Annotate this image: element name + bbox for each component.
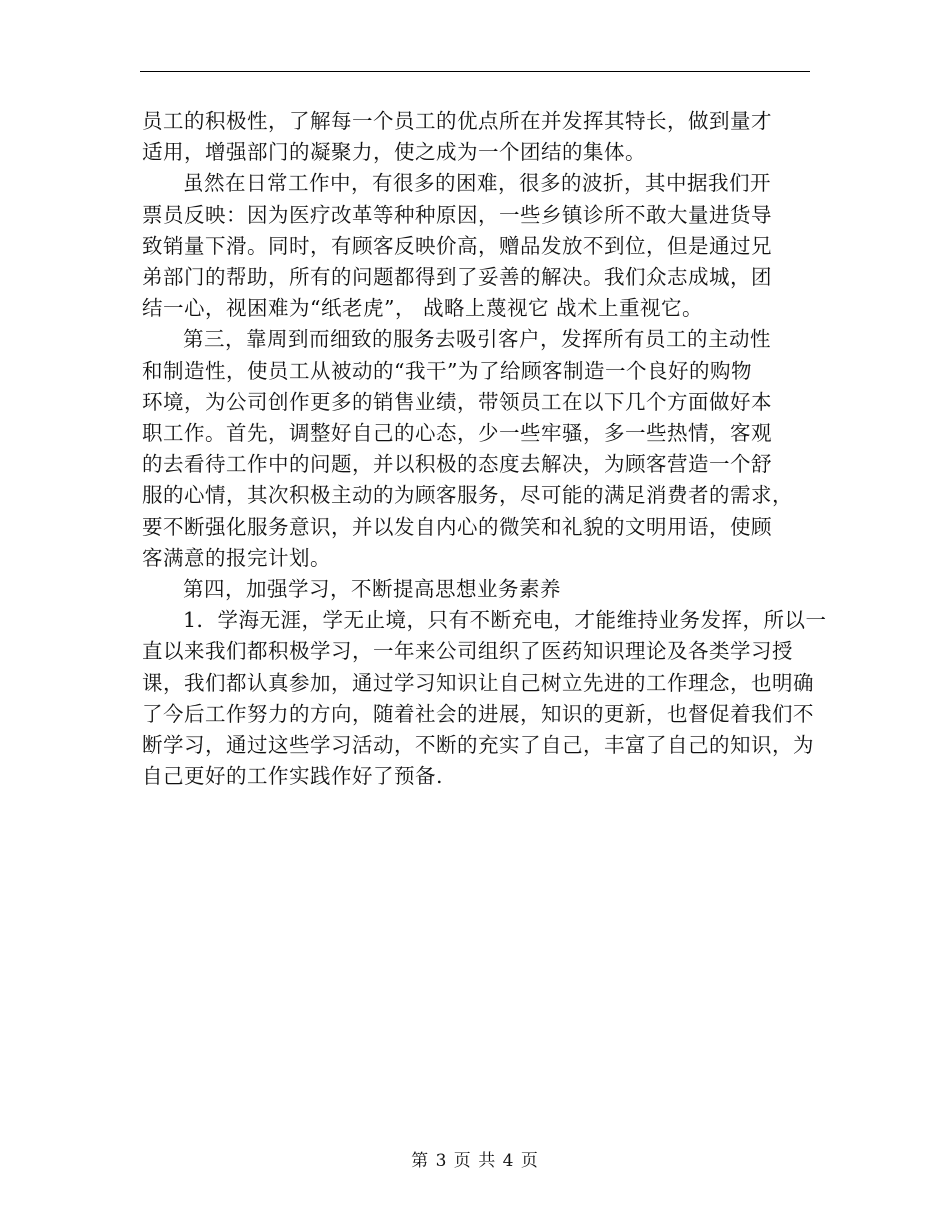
- text-line: 环境，为公司创作更多的销售业绩，带领员工在以下几个方面做好本: [142, 389, 772, 414]
- text-line: 适用，增强部门的凝聚力，使之成为一个团结的集体。: [142, 140, 646, 165]
- text-line: 直以来我们都积极学习，一年来公司组织了医药知识理论及各类学习授: [142, 639, 793, 664]
- text-line: 弟部门的帮助，所有的问题都得到了妥善的解决。我们众志成城，团: [142, 265, 772, 290]
- text-line: 的去看待工作中的问题，并以积极的态度去解决，为顾客营造一个舒: [142, 452, 772, 477]
- paragraph-continued: [142, 106, 810, 168]
- text-line: 票员反映：因为医疗改革等种种原因，一些乡镇诊所不敢大量进货导: [142, 202, 772, 227]
- text-line: 课，我们都认真参加，通过学习知识让自己树立先进的工作理念，也明确: [142, 670, 814, 695]
- paragraph-difficulties: [142, 168, 810, 324]
- paragraph-third: [142, 324, 810, 574]
- text-line: 自己更好的工作实践作好了预备.: [142, 764, 444, 789]
- text-line: 客满意的报完计划。: [142, 545, 331, 570]
- paragraph-fourth-heading: [142, 574, 810, 605]
- text-line: 1．学海无涯，学无止境，只有不断充电，才能维持业务发挥，所以一: [183, 608, 827, 633]
- text-line: 断学习，通过这些学习活动，不断的充实了自己，丰富了自己的知识，为: [142, 733, 814, 758]
- text-line: 第三，靠周到而细致的服务去吸引客户，发挥所有员工的主动性: [183, 327, 771, 352]
- text-line: 职工作。首先，调整好自己的心态，少一些牢骚，多一些热情，客观: [142, 421, 772, 446]
- text-line: 服的心情，其次积极主动的为顾客服务，尽可能的满足消费者的需求，: [142, 483, 793, 508]
- text-line: 结一心，视困难为“纸老虎”， 战略上蔑视它 战术上重视它。: [142, 296, 703, 321]
- text-line: 虽然在日常工作中，有很多的困难，很多的波折，其中据我们开: [183, 171, 771, 196]
- text-line: 要不断强化服务意识，并以发自内心的微笑和礼貌的文明用语，使顾: [142, 514, 772, 539]
- text-line: 第四，加强学习，不断提高思想业务素养: [183, 577, 561, 602]
- document-body: [142, 106, 827, 792]
- paragraph-item-1: [142, 605, 827, 792]
- text-line: 员工的积极性，了解每一个员工的优点所在并发挥其特长，做到量才: [142, 109, 772, 133]
- text-line: 了今后工作努力的方向，随着社会的进展，知识的更新，也督促着我们不: [142, 701, 814, 726]
- header-rule: [140, 71, 810, 72]
- text-line: 致销量下滑。同时，有顾客反映价高，赠品发放不到位，但是通过兄: [142, 233, 772, 258]
- page-number: 第 3 页 共 4 页: [411, 1151, 539, 1171]
- text-line: 和制造性，使员工从被动的“我干”为了给顾客制造一个良好的购物: [142, 358, 752, 383]
